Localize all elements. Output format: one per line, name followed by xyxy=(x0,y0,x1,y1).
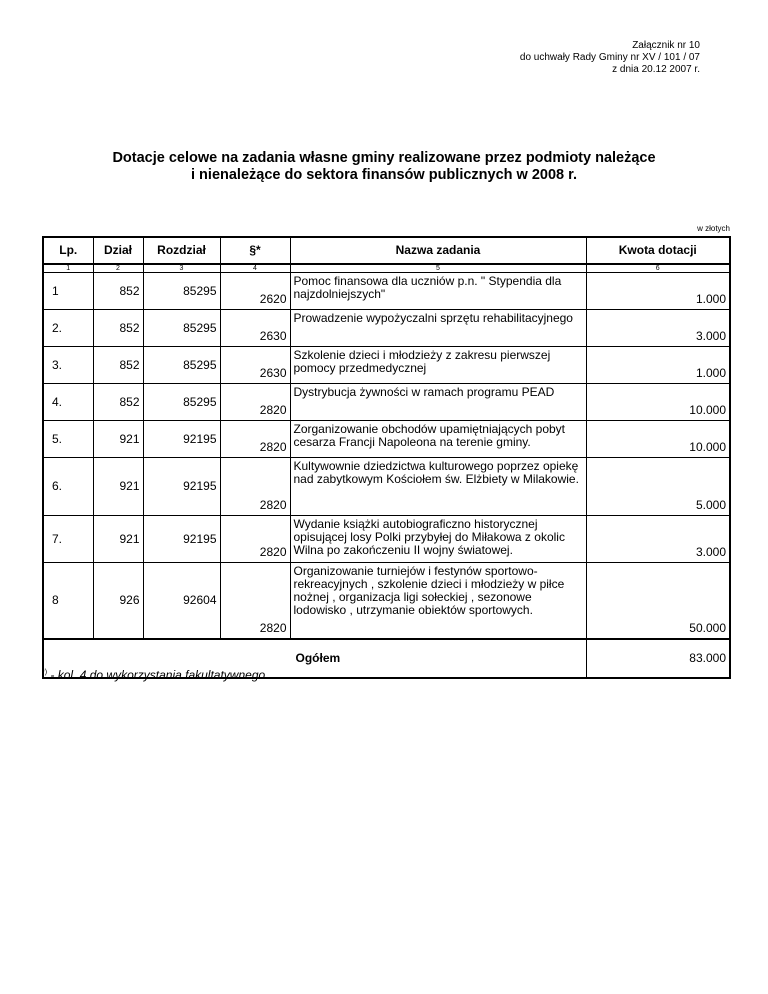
row-task-name: Wydanie książki autobiograficzno historycznej opisującej losy Polki przybyłej do Miłakowa z okolic Wilna po zakończeniu II wojny światowej. xyxy=(290,516,586,563)
row-rozdzial: 85295 xyxy=(143,347,220,384)
row-lp: 5. xyxy=(43,421,93,458)
row-lp: 4. xyxy=(43,384,93,421)
table-row xyxy=(43,347,730,384)
row-rozdzial: 92195 xyxy=(143,458,220,516)
row-amount: 5.000 xyxy=(586,458,730,516)
resolution-reference: do uchwały Rady Gminy nr XV / 101 / 07 xyxy=(519,52,700,63)
row-paragraph: 2820 xyxy=(220,384,290,421)
column-number: 1 xyxy=(43,264,93,273)
table-row xyxy=(43,384,730,421)
row-dzial: 921 xyxy=(93,421,143,458)
row-amount: 50.000 xyxy=(586,563,730,640)
column-number: 4 xyxy=(220,264,290,273)
column-number: 3 xyxy=(143,264,220,273)
table-row xyxy=(43,563,730,640)
header-amount: Kwota dotacji xyxy=(586,237,730,264)
row-dzial: 926 xyxy=(93,563,143,640)
row-amount: 3.000 xyxy=(586,310,730,347)
row-paragraph: 2820 xyxy=(220,516,290,563)
row-amount: 10.000 xyxy=(586,421,730,458)
table-row xyxy=(43,458,730,516)
row-dzial: 852 xyxy=(93,310,143,347)
row-amount: 1.000 xyxy=(586,273,730,310)
attachment-header xyxy=(520,40,700,76)
row-rozdzial: 85295 xyxy=(143,273,220,310)
column-number: 2 xyxy=(93,264,143,273)
header-paragraph: §* xyxy=(220,237,290,264)
grants-table-body xyxy=(43,237,730,678)
row-rozdzial: 92195 xyxy=(143,421,220,458)
table-row xyxy=(43,273,730,310)
row-task-name: Zorganizowanie obchodów upamiętniających pobyt cesarza Francji Napoleona na terenie gminy. xyxy=(290,421,586,458)
title-line-2: i nienależące do sektora finansów publicznych w 2008 r. xyxy=(191,167,577,183)
row-lp: 1 xyxy=(43,273,93,310)
row-amount: 3.000 xyxy=(586,516,730,563)
row-task-name: Pomoc finansowa dla uczniów p.n. " Stypendia dla najzdolniejszych" xyxy=(290,273,586,310)
row-paragraph: 2820 xyxy=(220,421,290,458)
table-row xyxy=(43,421,730,458)
footnote xyxy=(42,668,265,682)
total-amount: 83.000 xyxy=(586,639,730,678)
row-paragraph: 2820 xyxy=(220,458,290,516)
column-number: 5 xyxy=(290,264,586,273)
header-dzial: Dział xyxy=(93,237,143,264)
row-lp: 7. xyxy=(43,516,93,563)
row-amount: 10.000 xyxy=(586,384,730,421)
footnote-text: - kol. 4 do wykorzystania fakultatywnego xyxy=(47,668,266,682)
attachment-number: Załącznik nr 10 xyxy=(632,40,700,51)
row-dzial: 852 xyxy=(93,273,143,310)
header-task-name: Nazwa zadania xyxy=(290,237,586,264)
resolution-date: z dnia 20.12 2007 r. xyxy=(612,64,700,75)
row-task-name: Organizowanie turniejów i festynów sportowo- rekreacyjnych , szkolenie dzieci i młodzieży w piłce nożnej , organizacja ligi sołeckiej , sezonowe lodowisko , utrzymanie obiektów sportowych. xyxy=(290,563,586,640)
title-line-1: Dotacje celowe na zadania własne gminy realizowane przez podmioty należące xyxy=(112,150,656,166)
row-lp: 2. xyxy=(43,310,93,347)
row-lp: 8 xyxy=(43,563,93,640)
column-number: 6 xyxy=(586,264,730,273)
row-paragraph: 2620 xyxy=(220,273,290,310)
row-task-name: Szkolenie dzieci i młodzieży z zakresu pierwszej pomocy przedmedycznej xyxy=(290,347,586,384)
row-lp: 3. xyxy=(43,347,93,384)
unit-note: w złotych xyxy=(697,224,730,233)
table-row xyxy=(43,516,730,563)
total-label: Ogółem xyxy=(295,651,341,665)
row-dzial: 921 xyxy=(93,516,143,563)
table-header-row xyxy=(43,237,730,264)
row-lp: 6. xyxy=(43,458,93,516)
row-task-name: Prowadzenie wypożyczalni sprzętu rehabilitacyjnego xyxy=(290,310,586,347)
header-lp: Lp. xyxy=(43,237,93,264)
row-task-name: Kultywownie dziedzictwa kulturowego poprzez opiekę nad zabytkowym Kościołem św. Elżbiety w Milakowie. xyxy=(290,458,586,516)
row-paragraph: 2630 xyxy=(220,310,290,347)
row-paragraph: 2630 xyxy=(220,347,290,384)
row-dzial: 852 xyxy=(93,384,143,421)
row-paragraph: 2820 xyxy=(220,563,290,640)
footnote-mark: *) xyxy=(42,669,48,676)
row-dzial: 852 xyxy=(93,347,143,384)
table-row xyxy=(43,310,730,347)
row-rozdzial: 85295 xyxy=(143,384,220,421)
row-task-name: Dystrybucja żywności w ramach programu PEAD xyxy=(290,384,586,421)
document-title xyxy=(0,150,768,184)
row-rozdzial: 85295 xyxy=(143,310,220,347)
row-rozdzial: 92195 xyxy=(143,516,220,563)
grants-table xyxy=(42,236,731,679)
column-number-row xyxy=(43,264,730,273)
header-rozdzial: Rozdział xyxy=(143,237,220,264)
row-dzial: 921 xyxy=(93,458,143,516)
row-rozdzial: 92604 xyxy=(143,563,220,640)
row-amount: 1.000 xyxy=(586,347,730,384)
